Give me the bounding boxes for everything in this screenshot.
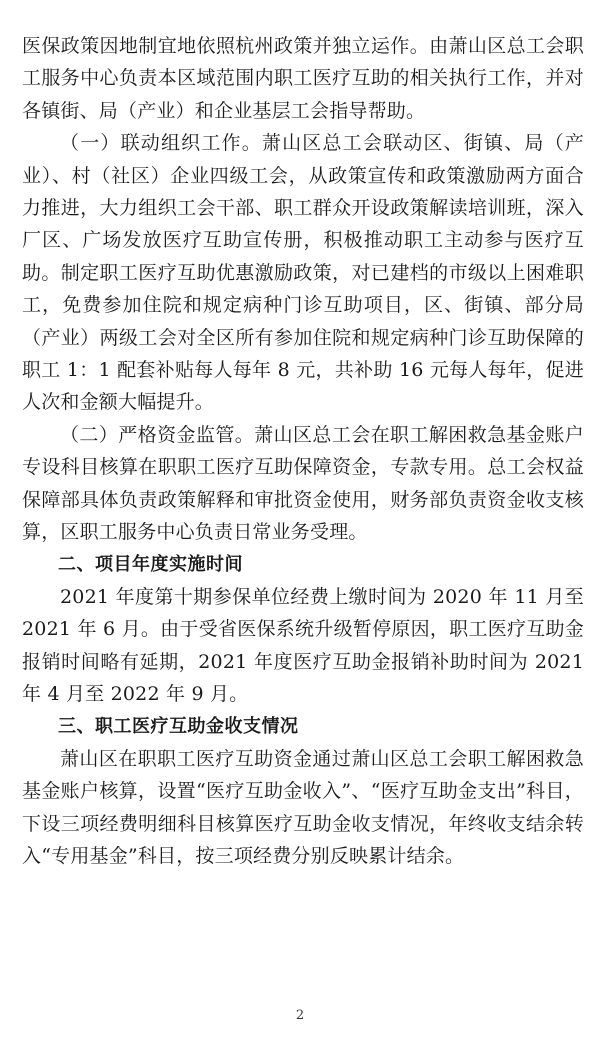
section-heading-income-expense: 三、职工医疗互助金收支情况 [58, 715, 299, 737]
section-heading-implementation-time: 二、项目年度实施时间 [58, 553, 243, 575]
paragraph-intro: 医保政策因地制宜地依照杭州政策并独立运作。由萧山区总工会职工服务中心负责本区域范围内职工医疗互助的相关执行工作，并对各镇街、局（产业）和企业基层工会指导帮助。 [22, 35, 584, 122]
page-number: 2 [295, 1008, 305, 1023]
paragraph-implementation-time: 2021 年度第十期参保单位经费上缴时间为 2020 年 11 月至 2021 年 6 月。由于受省医保系统升级暂停原因，职工医疗互助金报销时间略有延期，2021 年度医疗互助金报销补助时间为 2021 年 4 月至 2022 年 9 月。 [22, 585, 584, 706]
document-page [22, 30, 584, 873]
paragraph-income-expense: 萧山区在职职工医疗互助资金通过萧山区总工会职工解困救急基金账户核算，设置“医疗互助金收入”、“医疗互助金支出”科目，下设三项经费明细科目核算医疗互助金收支情况，年终收支结余转入“专用基金”科目，按三项经费分别反映累计结余。 [22, 747, 584, 868]
paragraph-linkage-work: （一）联动组织工作。萧山区总工会联动区、街镇、局（产业）、村（社区）企业四级工会，从政策宣传和政策激励两方面合力推进，大力组织工会干部、职工群众开设政策解读培训班，深入厂区、广场发放医疗互助宣传册，积极推动职工主动参与医疗互助。制定职工医疗互助优惠激励政策，对已建档的市级以上困难职工，免费参加住院和规定病种门诊互助项目，区、街镇、部分局（产业）两级工会对全区所有参加住院和规定病种门诊互助保障的职工 1：1 配套补贴每人每年 8 元，共补助 16 元每人每年，促进人次和金额大幅提升。 [22, 132, 584, 414]
paragraph-fund-supervision: （二）严格资金监管。萧山区总工会在职工解困救急基金账户专设科目核算在职职工医疗互助保障资金，专款专用。总工会权益保障部具体负责政策解释和审批资金使用，财务部负责资金收支核算，区职工服务中心负责日常业务受理。 [22, 423, 584, 544]
